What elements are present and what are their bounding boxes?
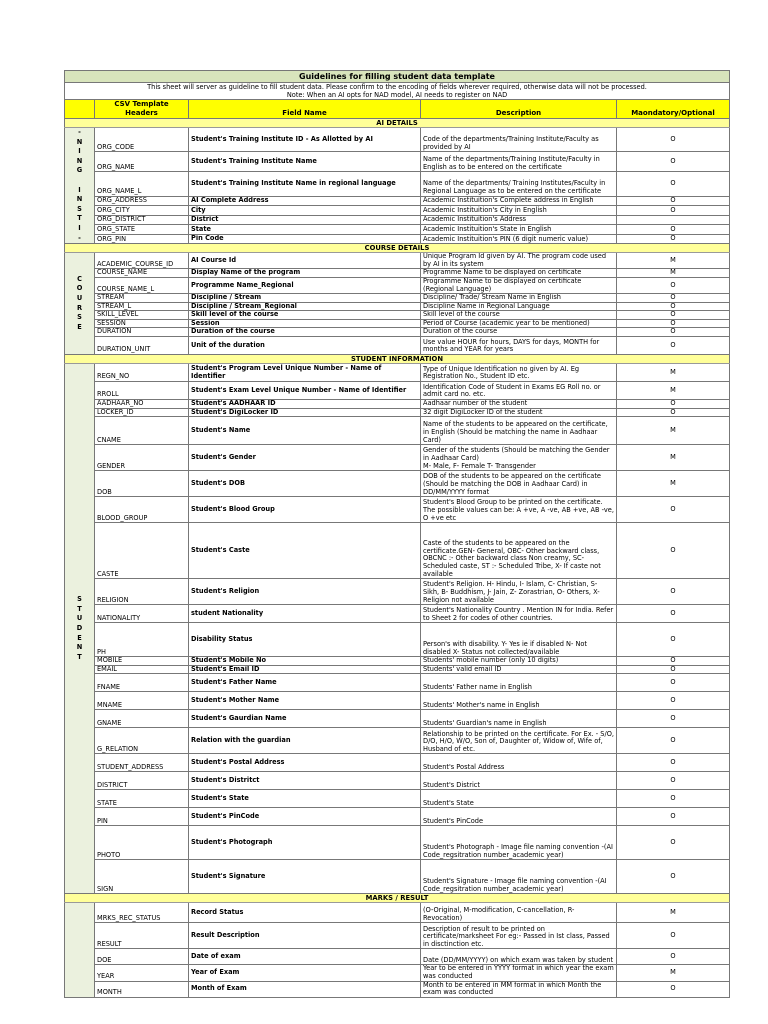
mandatory-optional-cell: O	[617, 579, 730, 605]
description-cell: Gender of the students (Should be matching the Gender in Aadhaar Card) M- Male, F- Female T- Transgender	[421, 445, 617, 471]
table-row	[65, 382, 730, 400]
description-cell: Skill level of the course	[421, 311, 617, 320]
csv-header-cell: FNAME	[95, 674, 189, 692]
mandatory-optional-cell: O	[617, 311, 730, 320]
table-row	[65, 623, 730, 657]
csv-header-cell: GNAME	[95, 710, 189, 728]
description-cell: Student's Postal Address	[421, 754, 617, 772]
table-row	[65, 234, 730, 244]
csv-header-cell: DURATION	[95, 328, 189, 337]
table-row	[65, 215, 730, 225]
mandatory-optional-cell: O	[617, 860, 730, 894]
table-row	[65, 328, 730, 337]
description-cell: Aadhaar number of the student	[421, 400, 617, 409]
table-row	[65, 302, 730, 311]
description-cell: Academic Instituition's State in English	[421, 225, 617, 235]
mandatory-optional-cell: O	[617, 400, 730, 409]
mandatory-optional-cell: O	[617, 337, 730, 355]
field-name-cell: Discipline / Stream	[189, 294, 421, 303]
description-cell: Student's Religion. H- Hindu, I- Islam, C- Christian, S- Sikh, B- Buddhism, J- Jain, Z- Zorastrian, O- Others, X- Religion not available	[421, 579, 617, 605]
field-name-cell: student Nationality	[189, 605, 421, 623]
field-name-cell: Skill level of the course	[189, 311, 421, 320]
field-name-cell: Student's State	[189, 790, 421, 808]
field-name-cell: Month of Exam	[189, 981, 421, 997]
table-row	[65, 471, 730, 497]
field-name-cell: Student's Exam Level Unique Number - Name of Identifier	[189, 382, 421, 400]
mandatory-optional-cell: M	[617, 903, 730, 923]
field-name-cell: Unit of the duration	[189, 337, 421, 355]
table-row	[65, 269, 730, 278]
table-row	[65, 754, 730, 772]
description-cell: Description of result to be printed on certificate/marksheet For eg:- Passed in Ist class, Passed in disctinction etc.	[421, 923, 617, 949]
table-row	[65, 790, 730, 808]
field-name-cell: Display Name of the program	[189, 269, 421, 278]
mandatory-optional-cell: M	[617, 965, 730, 981]
csv-header-cell: SESSION	[95, 319, 189, 328]
table-row	[65, 206, 730, 216]
csv-header-cell: ORG_NAME_L	[95, 172, 189, 196]
section-header-row	[65, 894, 730, 903]
csv-header-cell: SKILL_LEVEL	[95, 311, 189, 320]
section-header-row	[65, 119, 730, 128]
table-row	[65, 579, 730, 605]
mandatory-optional-cell: O	[617, 665, 730, 674]
mandatory-optional-cell: O	[617, 408, 730, 417]
field-name-cell: Student's Blood Group	[189, 497, 421, 523]
field-name-cell: AI Complete Address	[189, 196, 421, 206]
field-name-cell: Result Description	[189, 923, 421, 949]
description-cell: Student's Nationality Country . Mention IN for India. Refer to Sheet 2 for codes of other countries.	[421, 605, 617, 623]
field-name-cell: Discipline / Stream_Regional	[189, 302, 421, 311]
field-name-cell: AI Course Id	[189, 253, 421, 269]
csv-header-cell: RESULT	[95, 923, 189, 949]
csv-header-cell: STATE	[95, 790, 189, 808]
description-cell: Student's Blood Group to be printed on the certificate. The possible values can be: A +ve, A -ve, AB +ve, AB -ve, O +ve etc	[421, 497, 617, 523]
csv-header-cell: PIN	[95, 808, 189, 826]
csv-header-cell: G_RELATION	[95, 728, 189, 754]
mandatory-optional-cell: O	[617, 790, 730, 808]
mandatory-optional-cell: O	[617, 152, 730, 172]
table-row	[65, 225, 730, 235]
mandatory-optional-cell: O	[617, 172, 730, 196]
csv-header-cell: ORG_CITY	[95, 206, 189, 216]
table-row	[65, 965, 730, 981]
section-group-label: S T U D E N T	[65, 364, 95, 894]
description-cell: Year to be entered in YYYY format in which year the exam was conducted	[421, 965, 617, 981]
description-cell: Relationship to be printed on the certificate. For Ex. - S/O, D/O, H/O, W/O, Son of, Daughter of, Widow of, Wife of, Husband of etc.	[421, 728, 617, 754]
field-name-cell: Record Status	[189, 903, 421, 923]
table-row	[65, 408, 730, 417]
mandatory-optional-cell: O	[617, 808, 730, 826]
csv-header-cell: GENDER	[95, 445, 189, 471]
mandatory-optional-cell: O	[617, 657, 730, 666]
guidelines-table	[64, 70, 730, 998]
description-cell: Period of Course (academic year to be mentioned)	[421, 319, 617, 328]
table-row	[65, 981, 730, 997]
sheet-title: Guidelines for filling student data template	[65, 71, 730, 83]
field-name-cell: Session	[189, 319, 421, 328]
table-row	[65, 294, 730, 303]
section-title: MARKS / RESULT	[65, 894, 730, 903]
description-cell: Name of the students to be appeared on the certificate, in English (Should be matching the name in Aadhaar Card)	[421, 417, 617, 445]
field-name-cell: Student's Program Level Unique Number - Name of Identifier	[189, 364, 421, 382]
mandatory-optional-cell: O	[617, 754, 730, 772]
table-row	[65, 523, 730, 579]
csv-header-cell: LOCKER_ID	[95, 408, 189, 417]
table-row	[65, 826, 730, 860]
csv-header-cell: ORG_STATE	[95, 225, 189, 235]
mandatory-optional-cell: O	[617, 302, 730, 311]
table-row	[65, 710, 730, 728]
section-group-label	[65, 903, 95, 997]
mandatory-optional-cell: O	[617, 234, 730, 244]
description-cell: Student's Photograph - Image file naming convention -(AI Code_regsitration number_academic year)	[421, 826, 617, 860]
description-cell: Students' valid email ID	[421, 665, 617, 674]
description-cell: Caste of the students to be appeared on the certificate.GEN- General, OBC- Other backward class, OBCNC :- Other backward class Non creamy, SC- Scheduled caste, ST :- Scheduled Tribe, X- If caste not available	[421, 523, 617, 579]
table-row	[65, 337, 730, 355]
table-body	[65, 119, 730, 998]
table-row	[65, 196, 730, 206]
field-name-cell: Student's Distritct	[189, 772, 421, 790]
csv-header-cell: EMAIL	[95, 665, 189, 674]
table-row	[65, 674, 730, 692]
mandatory-optional-cell: O	[617, 523, 730, 579]
description-cell: Type of Unique Identification no given by AI. Eg Registration No., Student ID etc.	[421, 364, 617, 382]
field-name-cell: Student's Caste	[189, 523, 421, 579]
mandatory-optional-cell: O	[617, 319, 730, 328]
mandatory-optional-cell: O	[617, 128, 730, 152]
table-row	[65, 772, 730, 790]
mandatory-optional-cell: O	[617, 277, 730, 293]
header-field: Field Name	[189, 100, 421, 119]
description-cell: Students' Father name in English	[421, 674, 617, 692]
field-name-cell: Student's Photograph	[189, 826, 421, 860]
table-row	[65, 949, 730, 965]
section-header-row	[65, 355, 730, 364]
intro-line: This sheet will server as guideline to fill student data. Please confirm to the encoding of fields wherever required, otherwise data will not be processed.	[147, 83, 647, 91]
table-row	[65, 605, 730, 623]
field-name-cell: Student's Training Institute ID - As Allotted by AI	[189, 128, 421, 152]
csv-header-cell: MNAME	[95, 692, 189, 710]
mandatory-optional-cell: M	[617, 382, 730, 400]
mandatory-optional-cell: O	[617, 225, 730, 235]
field-name-cell: Student's Signature	[189, 860, 421, 894]
mandatory-optional-cell: O	[617, 674, 730, 692]
table-row	[65, 692, 730, 710]
mandatory-optional-cell: O	[617, 710, 730, 728]
mandatory-optional-cell: O	[617, 605, 730, 623]
csv-header-cell: STREAM_L	[95, 302, 189, 311]
description-cell: DOB of the students to be appeared on the certificate (Should be matching the DOB in Aadhaar Card) in DD/MM/YYYY format	[421, 471, 617, 497]
description-cell: Use value HOUR for hours, DAYS for days, MONTH for months and YEAR for years	[421, 337, 617, 355]
table-row	[65, 128, 730, 152]
field-name-cell: Duration of the course	[189, 328, 421, 337]
csv-header-cell: PH	[95, 623, 189, 657]
csv-header-cell: BLOOD_GROUP	[95, 497, 189, 523]
table-row	[65, 657, 730, 666]
table-row	[65, 364, 730, 382]
csv-header-cell: SIGN	[95, 860, 189, 894]
header-mandatory: Maondatory/Optional	[617, 100, 730, 119]
description-cell: Identification Code of Student in Exams EG Roll no. or admit card no. etc.	[421, 382, 617, 400]
mandatory-optional-cell: M	[617, 471, 730, 497]
mandatory-optional-cell: O	[617, 623, 730, 657]
field-name-cell: District	[189, 215, 421, 225]
description-cell: Month to be entered in MM format in which Month the exam was conducted	[421, 981, 617, 997]
csv-header-cell: ORG_CODE	[95, 128, 189, 152]
section-header-row	[65, 244, 730, 253]
mandatory-optional-cell: O	[617, 196, 730, 206]
field-name-cell: Student's Gaurdian Name	[189, 710, 421, 728]
csv-header-cell: MRKS_REC_STATUS	[95, 903, 189, 923]
csv-header-cell: RROLL	[95, 382, 189, 400]
field-name-cell: Student's Training Institute Name	[189, 152, 421, 172]
group-header-cell	[65, 100, 95, 119]
section-group-label: - N I N G I N S T I -	[65, 128, 95, 244]
csv-header-cell: CASTE	[95, 523, 189, 579]
csv-header-cell: ORG_PIN	[95, 234, 189, 244]
csv-header-cell: MOBILE	[95, 657, 189, 666]
csv-header-cell: ACADEMIC_COURSE_ID	[95, 253, 189, 269]
description-cell: Duration of the course	[421, 328, 617, 337]
csv-header-cell: DOB	[95, 471, 189, 497]
csv-header-cell: CNAME	[95, 417, 189, 445]
field-name-cell: Student's Training Institute Name in regional language	[189, 172, 421, 196]
csv-header-cell: PHOTO	[95, 826, 189, 860]
section-group-label: C O U R S E	[65, 253, 95, 355]
table-row	[65, 400, 730, 409]
header-csv: CSV Template Headers	[95, 100, 189, 119]
field-name-cell: City	[189, 206, 421, 216]
field-name-cell: Student's Name	[189, 417, 421, 445]
table-row	[65, 319, 730, 328]
description-cell: Date (DD/MM/YYYY) on which exam was taken by student	[421, 949, 617, 965]
csv-header-cell: MONTH	[95, 981, 189, 997]
table-row	[65, 277, 730, 293]
section-title: STUDENT INFORMATION	[65, 355, 730, 364]
field-name-cell: Student's Mother Name	[189, 692, 421, 710]
table-row	[65, 923, 730, 949]
mandatory-optional-cell: O	[617, 328, 730, 337]
csv-header-cell: NATIONALITY	[95, 605, 189, 623]
csv-header-cell: STREAM	[95, 294, 189, 303]
description-cell: Code of the departments/Training Institute/Faculty as provided by AI	[421, 128, 617, 152]
section-title: AI DETAILS	[65, 119, 730, 128]
csv-header-cell: RELIGION	[95, 579, 189, 605]
csv-header-cell: REGN_NO	[95, 364, 189, 382]
table-row	[65, 903, 730, 923]
field-name-cell: Programme Name_Regional	[189, 277, 421, 293]
table-row	[65, 417, 730, 445]
description-cell: Academic Instituition's Address	[421, 215, 617, 225]
description-cell: Unique Program Id given by AI. The program code used by AI in its system	[421, 253, 617, 269]
mandatory-optional-cell: O	[617, 981, 730, 997]
csv-header-cell: DISTRICT	[95, 772, 189, 790]
table-row	[65, 172, 730, 196]
table-row	[65, 445, 730, 471]
mandatory-optional-cell: M	[617, 364, 730, 382]
description-cell: Person's with disability. Y- Yes ie if disabled N- Not disabled X- Status not collected/available	[421, 623, 617, 657]
csv-header-cell: COURSE_NAME_L	[95, 277, 189, 293]
mandatory-optional-cell	[617, 215, 730, 225]
description-cell: 32 digit DigiLocker ID of the student	[421, 408, 617, 417]
guidelines-sheet	[64, 70, 729, 998]
field-name-cell: Year of Exam	[189, 965, 421, 981]
field-name-cell: Student's AADHAAR ID	[189, 400, 421, 409]
table-row	[65, 497, 730, 523]
description-cell: Student's Signature - Image file naming convention -(AI Code_regsitration number_academic year)	[421, 860, 617, 894]
header-description: Description	[421, 100, 617, 119]
description-cell: Academic Instituition's Complete address in English	[421, 196, 617, 206]
field-name-cell: Date of exam	[189, 949, 421, 965]
mandatory-optional-cell: O	[617, 294, 730, 303]
table-row	[65, 311, 730, 320]
csv-header-cell: COURSE_NAME	[95, 269, 189, 278]
mandatory-optional-cell: M	[617, 445, 730, 471]
mandatory-optional-cell: O	[617, 206, 730, 216]
csv-header-cell: ORG_NAME	[95, 152, 189, 172]
description-cell: Students' mobile number (only 10 digits)	[421, 657, 617, 666]
table-row	[65, 808, 730, 826]
csv-header-cell: DURATION_UNIT	[95, 337, 189, 355]
field-name-cell: Student's DOB	[189, 471, 421, 497]
description-cell: Student's PinCode	[421, 808, 617, 826]
description-cell: Name of the departments/Training Institute/Faculty in English as to be entered on the certificate	[421, 152, 617, 172]
csv-header-cell: AADHAAR_NO	[95, 400, 189, 409]
table-row	[65, 665, 730, 674]
mandatory-optional-cell: M	[617, 417, 730, 445]
mandatory-optional-cell: M	[617, 253, 730, 269]
field-name-cell: Student's Religion	[189, 579, 421, 605]
table-row	[65, 152, 730, 172]
mandatory-optional-cell: O	[617, 728, 730, 754]
section-title: COURSE DETAILS	[65, 244, 730, 253]
csv-header-cell: STUDENT_ADDRESS	[95, 754, 189, 772]
mandatory-optional-cell: O	[617, 497, 730, 523]
mandatory-optional-cell: O	[617, 826, 730, 860]
csv-header-cell: ORG_DISTRICT	[95, 215, 189, 225]
field-name-cell: Student's Father Name	[189, 674, 421, 692]
description-cell: Students' Guardian's name in English	[421, 710, 617, 728]
description-cell: Academic Instituition's City in English	[421, 206, 617, 216]
field-name-cell: Student's Mobile No	[189, 657, 421, 666]
field-name-cell: Student's DigiLocker ID	[189, 408, 421, 417]
description-cell: Discipline Name in Regional Language	[421, 302, 617, 311]
csv-header-cell: DOE	[95, 949, 189, 965]
mandatory-optional-cell: O	[617, 949, 730, 965]
csv-header-cell: ORG_ADDRESS	[95, 196, 189, 206]
description-cell: Student's District	[421, 772, 617, 790]
intro-note: Note: When an AI opts for NAD model, AI needs to register on NAD	[286, 91, 508, 99]
field-name-cell: State	[189, 225, 421, 235]
mandatory-optional-cell: O	[617, 772, 730, 790]
description-cell: (O-Original, M-modification, C-cancellation, R- Revocation)	[421, 903, 617, 923]
field-name-cell: Student's Gender	[189, 445, 421, 471]
field-name-cell: Student's Email ID	[189, 665, 421, 674]
csv-header-cell: YEAR	[95, 965, 189, 981]
field-name-cell: Pin Code	[189, 234, 421, 244]
description-cell: Student's State	[421, 790, 617, 808]
description-cell: Programme Name to be displayed on certificate	[421, 269, 617, 278]
description-cell: Academic Instituition's PIN (6 digit numeric value)	[421, 234, 617, 244]
field-name-cell: Student's PinCode	[189, 808, 421, 826]
description-cell: Students' Mother's name in English	[421, 692, 617, 710]
table-row	[65, 860, 730, 894]
description-cell: Discipline/ Trade/ Stream Name in English	[421, 294, 617, 303]
field-name-cell: Relation with the guardian	[189, 728, 421, 754]
field-name-cell: Disability Status	[189, 623, 421, 657]
mandatory-optional-cell: M	[617, 269, 730, 278]
table-row	[65, 253, 730, 269]
mandatory-optional-cell: O	[617, 923, 730, 949]
mandatory-optional-cell: O	[617, 692, 730, 710]
table-row	[65, 728, 730, 754]
field-name-cell: Student's Postal Address	[189, 754, 421, 772]
description-cell: Programme Name to be displayed on certificate (Regional Language)	[421, 277, 617, 293]
description-cell: Name of the departments/ Training Institutes/Faculty in Regional Language as to be entered on the certificate	[421, 172, 617, 196]
